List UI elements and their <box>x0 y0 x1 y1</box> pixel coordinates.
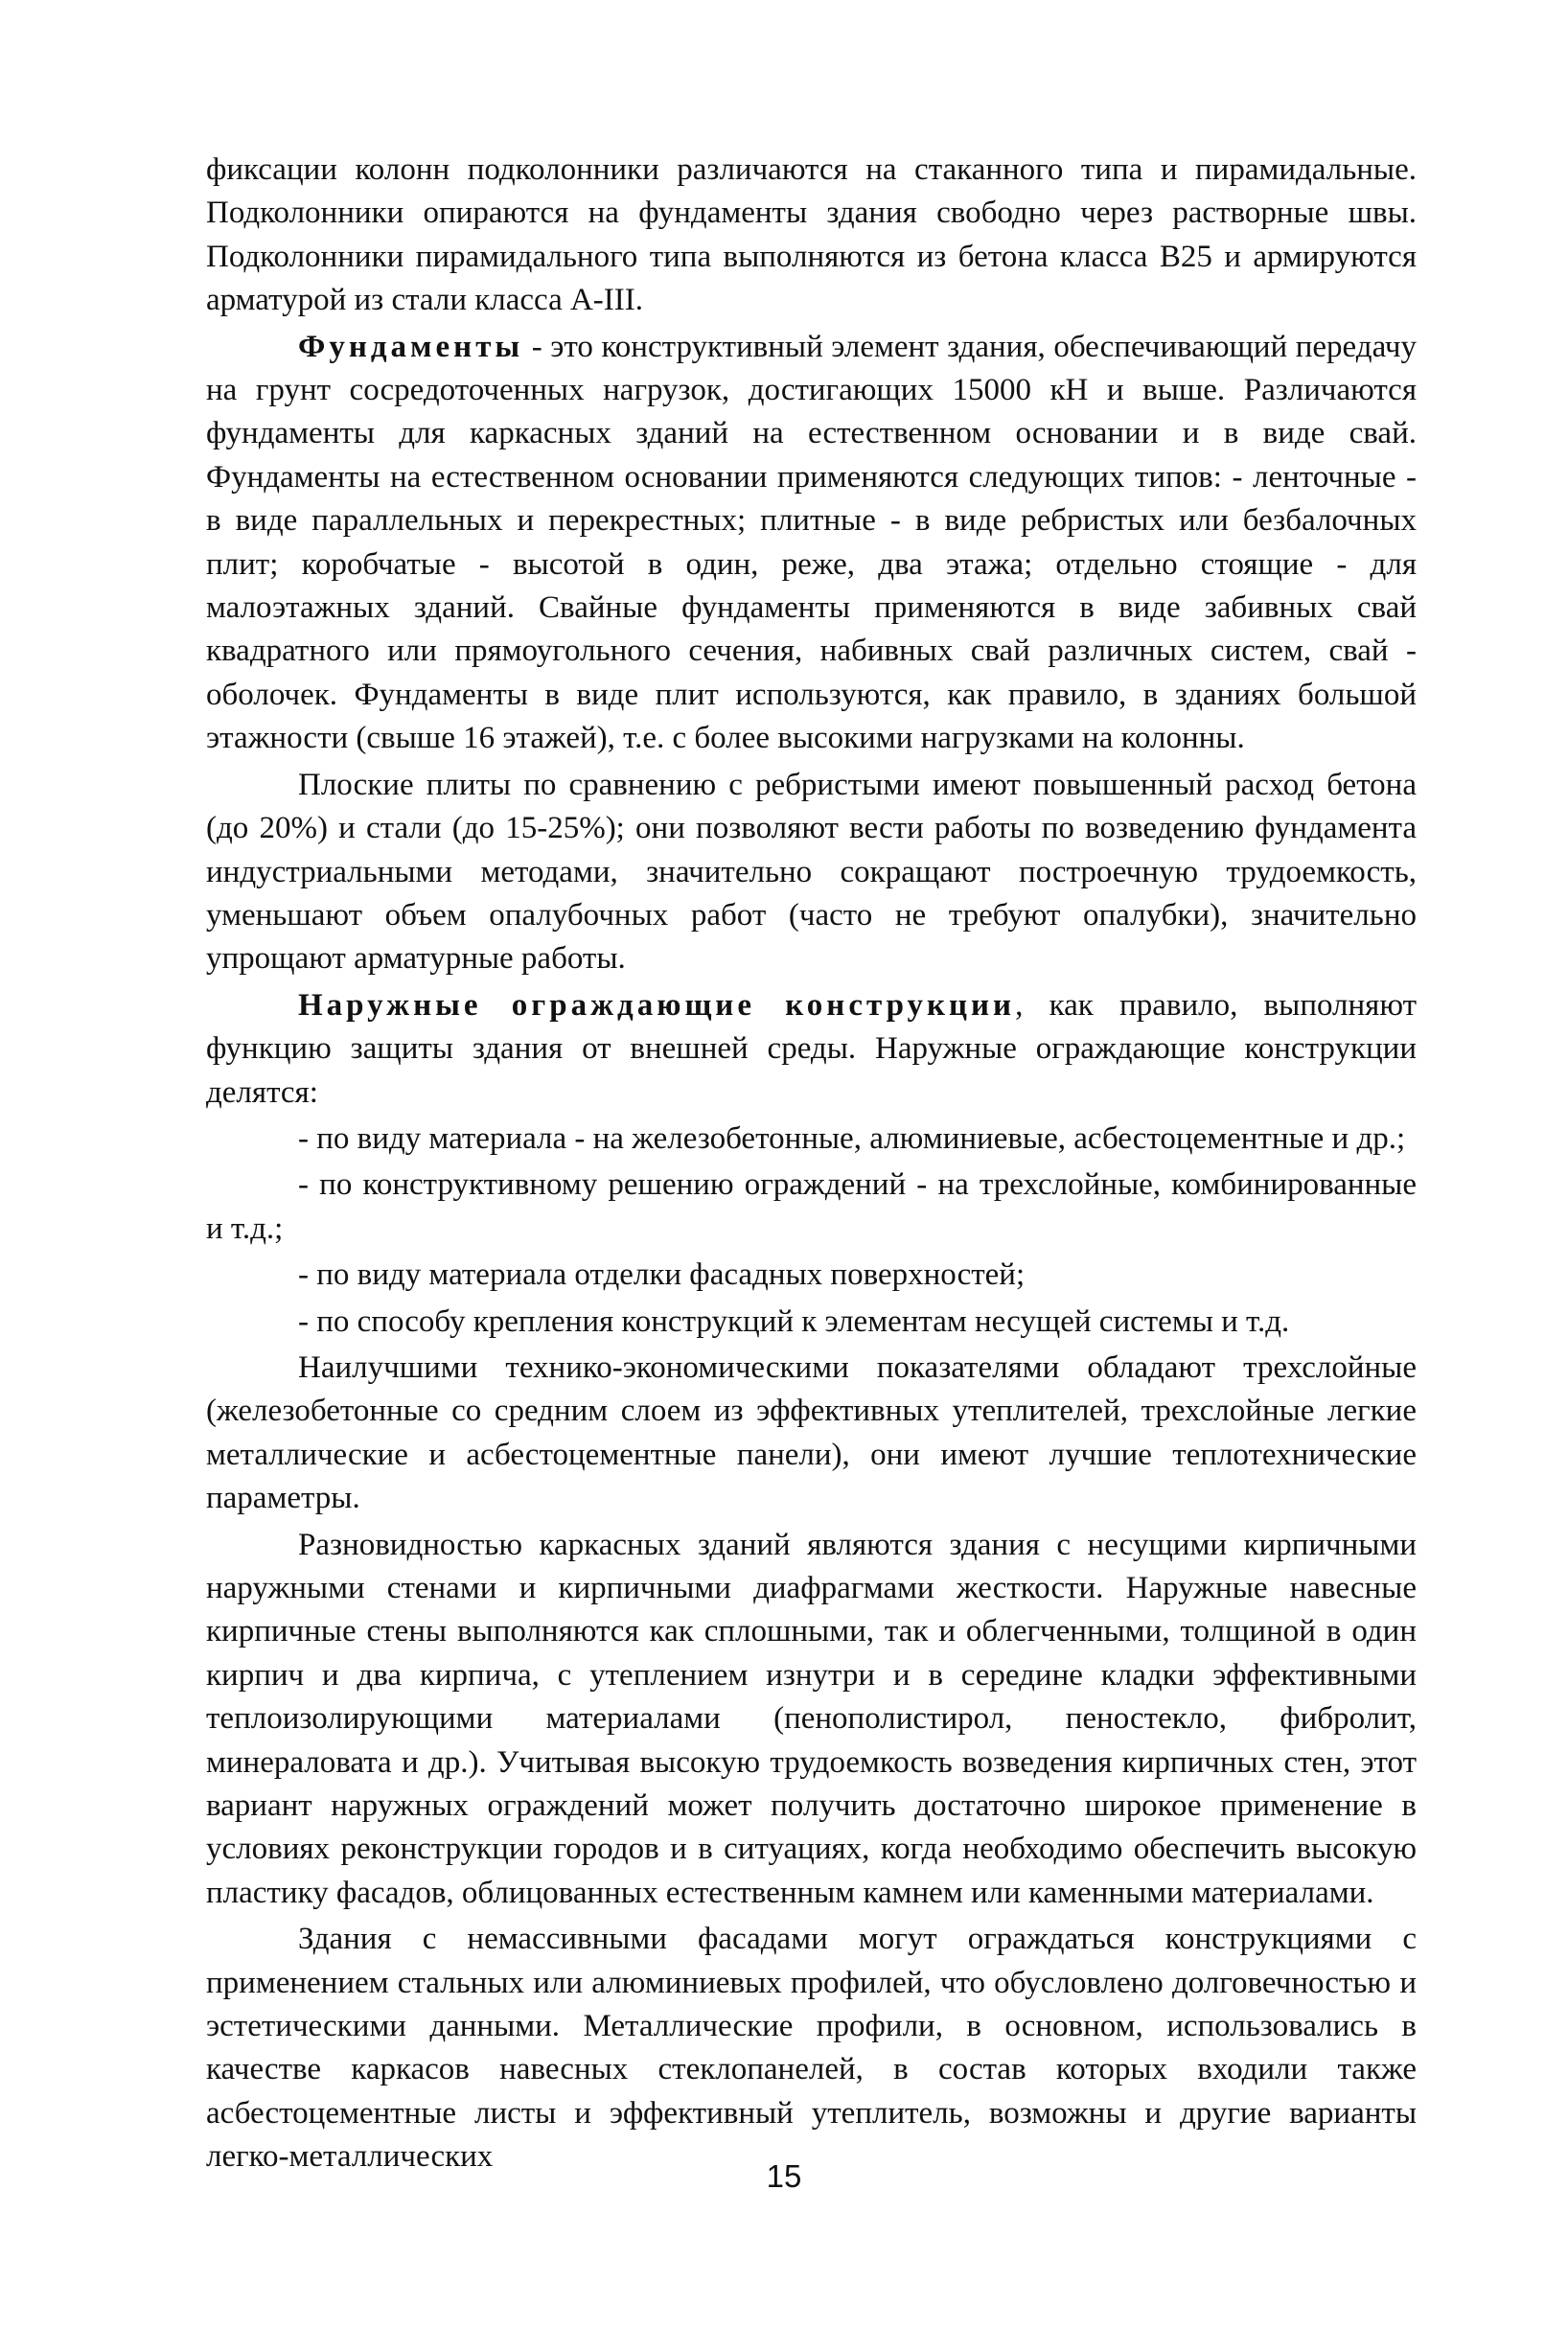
paragraph-best-indicators-text: Наилучшими технико-экономическими показателями обладают трехслойные (железобетонные со средним слоем из эффективных утеплителей, трехслойные легкие металлические и асбестоцементные панели), они имеют лучшие теплотехнические параметры. <box>206 1349 1417 1516</box>
list-item-design-text: - по конструктивному решению ограждений - на трехслойные, комбинированные и т.д.; <box>206 1167 1417 1246</box>
paragraph-1-text: фиксации колонн подколонники различаются на стаканного типа и пирамидальные. Подколонники опираются на фундаменты здания свободно через растворные швы. Подколонники пирамидального типа выполняются из бетона класса В25 и армируются арматурой из стали класса А-III. <box>206 152 1417 318</box>
paragraph-foundations <box>206 326 1417 761</box>
term-enclosing-structures: Наружные ограждающие конструкции <box>298 987 1016 1023</box>
paragraph-non-massive-facades <box>206 1918 1417 2178</box>
paragraph-enclosing-structures <box>206 984 1417 1115</box>
document-body <box>206 149 1417 2179</box>
paragraph-best-indicators <box>206 1347 1417 1521</box>
paragraph-1 <box>206 149 1417 323</box>
list-item-finish-text: - по виду материала отделки фасадных поверхностей; <box>298 1257 1026 1293</box>
paragraph-foundations-text: - это конструктивный элемент здания, обеспечивающий передачу на грунт сосредоточенных нагрузок, достигающих 15000 кН и выше. Различаются фундаменты для каркасных зданий на естественном основании и в виде свай. Фундаменты на естественном основании применяются следующих типов: - ленточные - в виде параллельных и перекрестных; плитные - в виде ребристых или безбалочных плит; коробчатые - высотой в один, реже, два этажа; отдельно стоящие - для малоэтажных зданий. Свайные фундаменты применяются в виде забивных свай квадратного или прямоугольного сечения, набивных свай различных систем, свай - оболочек. Фундаменты в виде плит используются, как правило, в зданиях большой этажности (свыше 16 этажей), т.е. с более высокими нагрузками на колонны. <box>206 329 1417 756</box>
list-item-material <box>206 1118 1417 1161</box>
list-item-finish <box>206 1254 1417 1297</box>
paragraph-brick-walls <box>206 1524 1417 1916</box>
page-number: 15 <box>766 2158 802 2194</box>
list-item-design <box>206 1164 1417 1251</box>
list-item-fastening <box>206 1301 1417 1344</box>
term-foundations: Фундаменты <box>298 329 524 364</box>
list-item-material-text: - по виду материала - на железобетонные, алюминиевые, асбестоцементные и др.; <box>298 1120 1406 1156</box>
paragraph-non-massive-facades-text: Здания с немассивными фасадами могут ограждаться конструкциями с применением стальных или алюминиевых профилей, что обусловлено долговечностью и эстетическими данными. Металлические профили, в основном, использовались в качестве каркасов навесных стеклопанелей, в состав которых входили также асбестоцементные листы и эффективный утеплитель, возможны и другие варианты легко-металлических <box>206 1922 1417 2175</box>
paragraph-flat-slabs-text: Плоские плиты по сравнению с ребристыми имеют повышенный расход бетона (до 20%) и стали (до 15-25%); они позволяют вести работы по возведению фундамента индустриальными методами, значительно сокращают построечную трудоемкость, уменьшают объем опалубочных работ (часто не требуют опалубки), значительно упрощают арматурные работы. <box>206 767 1417 977</box>
paragraph-enclosing-structures-text: , как правило, выполняют функцию защиты здания от внешней среды. Наружные ограждающие конструкции делятся: <box>206 987 1418 1110</box>
paragraph-brick-walls-text: Разновидностью каркасных зданий являются здания с несущими кирпичными наружными стенами и кирпичными диафрагмами жесткости. Наружные навесные кирпичные стены выполняются как сплошными, так и облегченными, толщиной в один кирпич и два кирпича, с утеплением изнутри и в середине кладки эффективными теплоизолирующими материалами (пенополистирол, пеностекло, фибролит, минераловата и др.). Учитывая высокую трудоемкость возведения кирпичных стен, этот вариант наружных ограждений может получить достаточно широкое применение в условиях реконструкции городов и в ситуациях, когда необходимо обеспечить высокую пластику фасадов, облицованных естественным камнем или каменными материалами. <box>206 1527 1417 1910</box>
paragraph-flat-slabs <box>206 764 1417 981</box>
list-item-fastening-text: - по способу крепления конструкций к элементам несущей системы и т.д. <box>298 1303 1290 1339</box>
